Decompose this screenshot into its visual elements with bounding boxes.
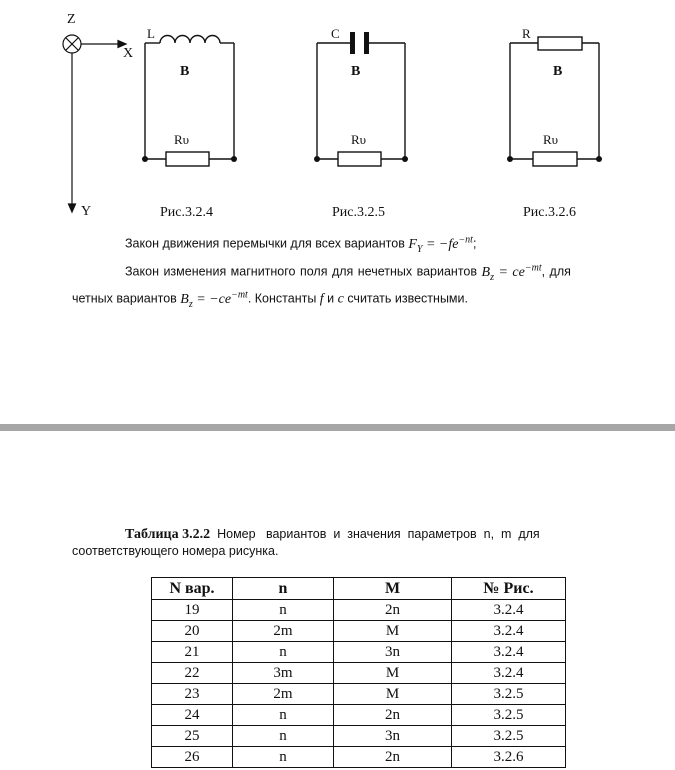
force-formula: $F_Y = -fe^{-nt}$	[408, 234, 473, 255]
constants-text: . Константы	[247, 291, 320, 306]
table-caption-number: Таблица 3.2.2	[125, 527, 211, 542]
table-cell: M	[334, 663, 452, 684]
circuit-fig2	[317, 43, 405, 166]
table-cell: 20	[152, 621, 233, 642]
capacitor-plate	[364, 32, 369, 54]
fig2-resistor-label: Rυ	[351, 132, 367, 147]
table-cell: 19	[152, 600, 233, 621]
table-cell: 3.2.6	[452, 747, 566, 768]
axis-y-label: Y	[81, 204, 92, 219]
fig1-resistor-label: Rυ	[174, 132, 190, 147]
table-cell: 2n	[334, 705, 452, 726]
table-cell: 3.2.4	[452, 621, 566, 642]
circuit-fig1	[145, 36, 234, 167]
page-divider	[0, 424, 675, 431]
table-cell: 3.2.5	[452, 684, 566, 705]
table-header-row	[152, 578, 566, 600]
table-cell: 3.2.5	[452, 726, 566, 747]
table-row	[152, 747, 566, 768]
column-header: n	[233, 578, 334, 600]
constant-c: c	[337, 291, 344, 307]
fig3-element-label: R	[522, 26, 531, 41]
table-row	[152, 684, 566, 705]
punctuation: ;	[472, 236, 477, 251]
fig2-caption: Рис.3.2.5	[332, 205, 385, 220]
fig1-element-label: L	[147, 26, 155, 41]
fig3-field-label: B	[553, 64, 563, 79]
table-cell: 3.2.4	[452, 600, 566, 621]
table-cell: 23	[152, 684, 233, 705]
column-header: № Рис.	[452, 578, 566, 600]
table-row	[152, 663, 566, 684]
table-cell: 3m	[233, 663, 334, 684]
node-dot	[596, 156, 602, 162]
table-cell: 26	[152, 747, 233, 768]
constant-f: f	[319, 291, 324, 307]
table-caption	[125, 527, 540, 543]
fig1-caption: Рис.3.2.4	[160, 205, 213, 220]
column-header: M	[334, 578, 452, 600]
table-cell: n	[233, 726, 334, 747]
even-field-formula: $B_z = -ce^{-mt}$	[180, 289, 248, 310]
table-row	[152, 726, 566, 747]
node-dot	[231, 156, 237, 162]
table-cell: 21	[152, 642, 233, 663]
fig2-element-label: C	[331, 26, 340, 41]
axis-x-label: X	[123, 46, 134, 61]
table-caption-line2: соответствующего номера рисунка.	[72, 544, 279, 558]
column-header: N вар.	[152, 578, 233, 600]
constants-tail: считать известными.	[343, 291, 468, 306]
table-cell: 2m	[233, 684, 334, 705]
table-row	[152, 705, 566, 726]
table-caption-text: Номер вариантов и значения параметров n, m для	[210, 527, 540, 541]
table-cell: 22	[152, 663, 233, 684]
table-cell: 3.2.4	[452, 642, 566, 663]
odd-field-formula: $B_z = ce^{-mt}$	[481, 262, 542, 283]
fig3-caption: Рис.3.2.6	[523, 205, 576, 220]
node-dot	[314, 156, 320, 162]
table-cell: n	[233, 600, 334, 621]
table-cell: n	[233, 747, 334, 768]
node-dot	[142, 156, 148, 162]
motion-law-line	[125, 234, 476, 254]
node-dot	[402, 156, 408, 162]
parameters-table	[151, 577, 566, 768]
fig1-field-label: B	[180, 64, 190, 79]
table-cell: 2n	[334, 600, 452, 621]
table-cell: 3.2.5	[452, 705, 566, 726]
table-cell: n	[233, 705, 334, 726]
node-dot	[507, 156, 513, 162]
table-cell: 3.2.4	[452, 663, 566, 684]
table-cell: M	[334, 684, 452, 705]
table-row	[152, 621, 566, 642]
motion-law-text: Закон движения перемычки для всех вариантов	[125, 236, 409, 251]
table-cell: 24	[152, 705, 233, 726]
field-law-tail: , для	[541, 264, 571, 279]
fig2-field-label: B	[351, 64, 361, 79]
table-cell: 2m	[233, 621, 334, 642]
conjunction: и	[323, 291, 338, 306]
table-cell: M	[334, 621, 452, 642]
axis-z-label: Z	[67, 12, 76, 27]
table-cell: 25	[152, 726, 233, 747]
fig3-resistor-label: Rυ	[543, 132, 559, 147]
table-row	[152, 642, 566, 663]
circuit-figures	[0, 0, 675, 230]
table-cell: 2n	[334, 747, 452, 768]
field-law-line	[125, 262, 571, 282]
table-cell: n	[233, 642, 334, 663]
even-field-line	[72, 289, 468, 309]
capacitor-plate	[350, 32, 355, 54]
table-cell: 3n	[334, 642, 452, 663]
even-field-text: четных вариантов	[72, 291, 181, 306]
table-row	[152, 600, 566, 621]
table-cell: 3n	[334, 726, 452, 747]
coordinate-axes	[63, 35, 126, 212]
field-law-text: Закон изменения магнитного поля для нечетных вариантов	[125, 264, 482, 279]
